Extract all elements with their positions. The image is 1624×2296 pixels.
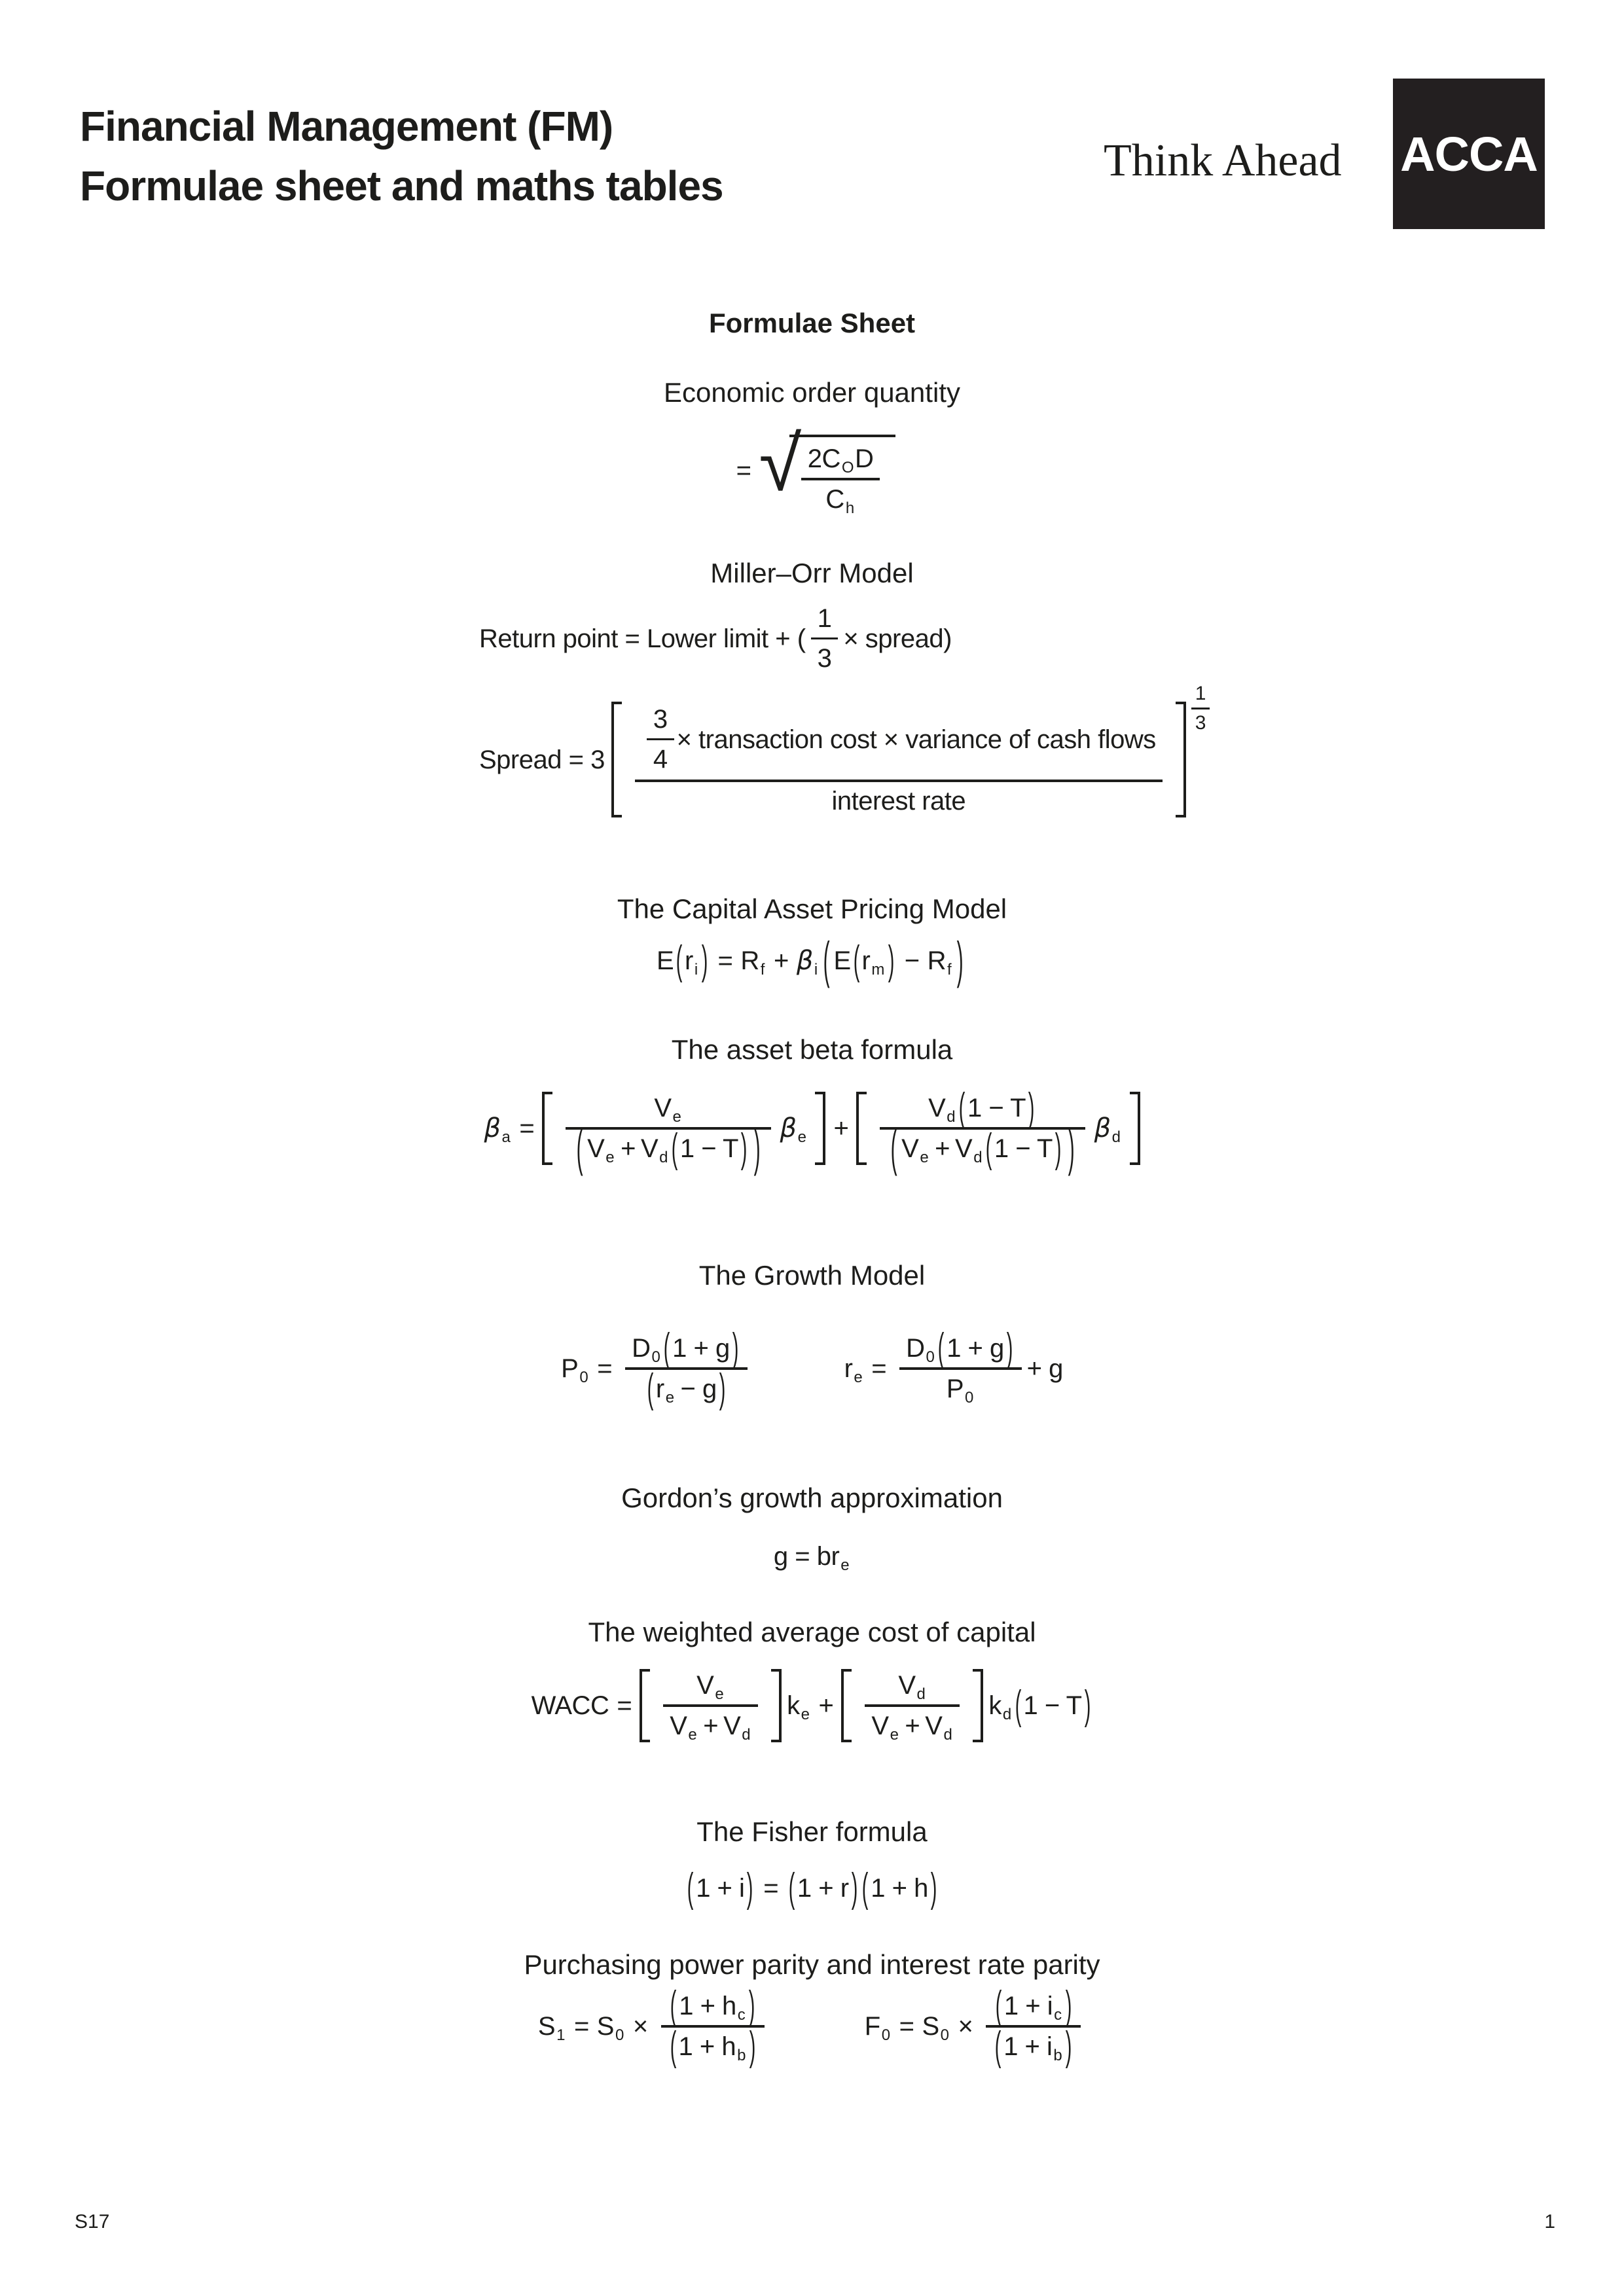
numerator [566, 1092, 770, 1127]
subscript: e [920, 1148, 929, 1166]
math-token: V [925, 1712, 943, 1740]
math-token [844, 1354, 864, 1384]
asset-beta-formula [0, 1085, 1624, 1177]
equals-sign: = [573, 2012, 589, 2041]
math-token [679, 2032, 747, 2062]
subscript: 1 [556, 2026, 565, 2044]
growth-formula-row [0, 1325, 1624, 1412]
math-token [561, 1354, 589, 1384]
math-token [898, 1670, 926, 1703]
capm-heading: The Capital Asset Pricing Model [617, 893, 1007, 924]
fraction [986, 1983, 1081, 2070]
growth-heading: The Growth Model [698, 1260, 926, 1291]
math-token: V [955, 1134, 973, 1163]
fisher-heading: The Fisher formula [696, 1816, 928, 1847]
plus-sign: + [833, 1114, 849, 1143]
math-token: D [906, 1334, 925, 1363]
asset-beta-heading: The asset beta formula [671, 1034, 953, 1065]
paren: ( [670, 2024, 676, 2070]
subscript: e [672, 1107, 681, 1126]
math-token [654, 1093, 682, 1126]
math-token [864, 2011, 892, 2044]
subscript: d [742, 1725, 751, 1744]
acca-logo-text: ACCA [1400, 126, 1538, 181]
denominator [986, 2024, 1081, 2070]
math-token: × spread) [843, 624, 952, 653]
denominator: 4 [647, 738, 674, 776]
footer-page-code: S17 [75, 2211, 110, 2233]
subscript: i [694, 960, 698, 978]
plus-sign: + [621, 1134, 636, 1163]
math-token: 1 + g [672, 1334, 730, 1363]
numerator: 1 [1195, 682, 1206, 704]
equals-sign: = [519, 1114, 535, 1143]
math-token [596, 2011, 625, 2044]
math-token: 1 − T [1023, 1691, 1082, 1720]
subscript: b [1053, 2046, 1062, 2064]
paren: ) [930, 1865, 937, 1911]
math-token: 1 − T [967, 1094, 1026, 1122]
paren: ( [576, 1121, 583, 1177]
subscript: d [943, 1725, 952, 1744]
paren: ( [995, 1983, 1002, 2029]
numerator: 3 [653, 705, 668, 734]
exponent-fraction [1191, 683, 1210, 735]
beta-symbol: β [780, 1113, 797, 1143]
left-bracket [611, 702, 622, 817]
math-token [1003, 1991, 1063, 2024]
plus-sign: + [773, 946, 789, 975]
footer-page-number: 1 [1544, 2211, 1555, 2233]
denominator [663, 1704, 758, 1742]
fraction [635, 702, 1163, 817]
math-token: V [640, 1134, 659, 1163]
math-token: P [561, 1354, 579, 1383]
paren: ) [1065, 1983, 1072, 2029]
equals-sign: = [763, 1874, 779, 1903]
math-token: P [946, 1374, 964, 1403]
capm-heading-row [0, 893, 1624, 925]
gordon-heading-row [0, 1482, 1624, 1514]
math-token: S [537, 2012, 556, 2041]
denominator: 3 [1191, 708, 1210, 735]
equals-sign: = [597, 1354, 613, 1383]
math-token: r [655, 1374, 664, 1403]
math-token [928, 1093, 956, 1126]
math-token: S [596, 2012, 614, 2041]
paren: ( [890, 1121, 897, 1177]
fraction [801, 442, 880, 516]
fraction [663, 1669, 758, 1742]
denominator [899, 1367, 1021, 1405]
paren: ( [853, 938, 859, 984]
plus-sign: + [905, 1712, 920, 1740]
subscript: b [737, 2046, 746, 2064]
math-token: 1 + i [1003, 1992, 1053, 2020]
irp-formula [864, 1983, 1086, 2070]
subscript: 0 [615, 2026, 624, 2044]
left-bracket [856, 1092, 867, 1165]
math-token: E [833, 946, 851, 975]
math-token [871, 1711, 899, 1744]
numerator [635, 702, 1163, 780]
math-token [780, 1113, 808, 1146]
parity-heading: Purchasing power parity and interest rate parity [524, 1949, 1100, 1980]
beta-symbol: β [484, 1113, 501, 1143]
numerator [880, 1085, 1085, 1131]
asset-beta-formula-row [484, 1085, 1140, 1177]
growth-heading-row [0, 1260, 1624, 1291]
miller-heading: Miller–Orr Model [710, 558, 914, 588]
math-token: 1 + h [678, 2032, 736, 2061]
ppp-formula [537, 1983, 770, 2070]
paren: ) [732, 1325, 738, 1371]
subscript: d [659, 1148, 668, 1166]
math-token: WACC [531, 1691, 609, 1720]
math-token [641, 1134, 669, 1164]
paren: ( [647, 1366, 654, 1412]
math-token: 1 + g [947, 1334, 1004, 1363]
paren: ( [1015, 1683, 1021, 1729]
math-token: g = br [773, 1542, 840, 1571]
sheet-title-row [0, 308, 1624, 339]
bracket-group [856, 1085, 1140, 1177]
right-bracket [771, 1669, 782, 1742]
numerator [899, 1325, 1021, 1371]
math-token [587, 1134, 615, 1164]
math-token [928, 946, 953, 976]
subscript: d [973, 1148, 983, 1166]
right-bracket [1130, 1092, 1140, 1165]
paren: ( [676, 938, 683, 984]
denominator [635, 780, 1163, 817]
math-token: interest rate [831, 787, 966, 816]
miller-heading-row [0, 558, 1624, 589]
subscript: O [841, 458, 854, 476]
fraction [865, 1669, 960, 1742]
bracket-group [542, 1092, 825, 1177]
subscript: e [605, 1148, 615, 1166]
math-token [955, 1134, 983, 1164]
plus-sign: + [935, 1134, 950, 1163]
math-token: 2C [807, 444, 840, 473]
math-token: V [654, 1094, 672, 1122]
fraction [811, 602, 839, 675]
paren: ( [687, 1865, 694, 1911]
paren: ) [740, 1126, 747, 1172]
bracket-group [640, 1669, 782, 1742]
subscript: d [1111, 1128, 1121, 1146]
subscript: e [801, 1705, 810, 1723]
paren: ) [1084, 1683, 1091, 1729]
denominator [625, 1366, 747, 1412]
parity-heading-row [0, 1949, 1624, 1981]
math-token: F [864, 2012, 880, 2041]
times-sign: × [958, 2012, 973, 2041]
document-title [80, 97, 723, 216]
math-token [922, 2011, 950, 2044]
wacc-formula-row [532, 1669, 1093, 1742]
subscript: d [916, 1685, 926, 1703]
math-token: × transaction cost × variance of cash flows [676, 725, 1156, 754]
fraction [899, 1325, 1021, 1407]
subscript: 0 [651, 1348, 660, 1366]
sheet-title: Formulae Sheet [708, 308, 916, 338]
paren: ( [664, 1325, 670, 1371]
asset-beta-heading-row [0, 1034, 1624, 1066]
paren: ( [938, 1325, 945, 1371]
paren: ( [958, 1085, 965, 1131]
subscript: e [688, 1725, 697, 1744]
math-token [1094, 1113, 1122, 1146]
paren: ( [788, 1865, 795, 1911]
bracket-group [841, 1669, 983, 1742]
subscript: 0 [579, 1368, 588, 1386]
math-token [670, 1711, 698, 1744]
paren: ) [1055, 1126, 1061, 1172]
numerator [663, 1669, 758, 1704]
brand-tagline: Think Ahead [1104, 135, 1342, 186]
fraction [647, 703, 674, 776]
math-token [808, 444, 874, 474]
capm-formula-row [657, 933, 967, 989]
acca-logo [1393, 79, 1545, 229]
subscript: a [501, 1128, 511, 1146]
math-token: V [670, 1712, 687, 1740]
eoq-heading-row [0, 377, 1624, 408]
radicand [789, 435, 896, 516]
times-sign: × [632, 2012, 648, 2041]
math-token: V [898, 1671, 916, 1700]
denominator: 3 [811, 637, 839, 675]
subscript: e [797, 1128, 806, 1146]
radical-sign: √ [759, 421, 801, 507]
numerator [865, 1669, 960, 1704]
numerator: 1 [817, 604, 832, 633]
math-token: 1 + h [871, 1874, 928, 1903]
math-token: r [685, 946, 693, 975]
beta-symbol: β [796, 946, 813, 976]
math-token [1003, 2032, 1063, 2062]
equals-sign: = [617, 1691, 632, 1720]
denominator [865, 1704, 960, 1742]
fraction [880, 1085, 1085, 1177]
right-bracket [973, 1669, 983, 1742]
denominator [801, 478, 880, 516]
subscript: e [715, 1685, 724, 1703]
left-bracket [542, 1092, 552, 1165]
equals-sign: = [899, 2012, 914, 2041]
math-token [797, 946, 819, 976]
math-token: C [825, 485, 844, 514]
return-point-formula [479, 602, 952, 675]
math-token: k [787, 1691, 800, 1720]
paren: ) [701, 938, 708, 984]
paren: ) [747, 1865, 753, 1911]
left-bracket [640, 1669, 650, 1742]
fraction [566, 1092, 770, 1177]
math-token: E [657, 946, 674, 975]
bracket-group [611, 682, 1210, 817]
math-token: 1 + h [679, 1992, 736, 2020]
math-token: 1 + i [1003, 2032, 1053, 2061]
math-token: S [922, 2012, 939, 2041]
paren: ) [888, 938, 894, 984]
paren: ) [753, 1121, 760, 1177]
growth-return-formula [844, 1325, 1063, 1407]
math-token: V [901, 1134, 919, 1163]
math-token [825, 484, 855, 517]
spread-formula [479, 682, 1210, 817]
subscript: d [1002, 1705, 1011, 1723]
math-token [988, 1691, 1012, 1721]
math-token [787, 1691, 810, 1721]
square-root [759, 421, 895, 517]
math-token [537, 2011, 566, 2044]
fisher-formula [0, 1865, 1624, 1911]
wacc-heading-row [0, 1617, 1624, 1648]
math-token [679, 1991, 746, 2024]
right-bracket [815, 1092, 825, 1165]
numerator [661, 1983, 765, 2029]
math-token: D [855, 444, 874, 473]
eoq-formula [0, 421, 1624, 517]
subscript: e [890, 1725, 899, 1744]
numerator [986, 1983, 1081, 2029]
math-token [696, 1670, 725, 1703]
plus-sign: + [703, 1712, 719, 1740]
subscript: e [840, 1556, 850, 1574]
fraction [661, 1983, 765, 2070]
gordon-heading: Gordon’s growth approximation [621, 1482, 1003, 1513]
math-token: V [723, 1712, 741, 1740]
math-token [740, 946, 766, 976]
math-token: 1 − T [679, 1134, 738, 1163]
math-token [655, 1374, 676, 1407]
paren: ) [749, 1983, 755, 2029]
subscript: m [871, 960, 884, 978]
math-token: 1 − T [994, 1134, 1053, 1163]
math-token: 1 + i [696, 1874, 745, 1903]
paren: ) [719, 1366, 725, 1412]
math-token: − g [680, 1374, 717, 1403]
math-token [685, 946, 699, 976]
wacc-formula [0, 1669, 1624, 1742]
subscript: h [845, 499, 854, 517]
math-token: 1 + r [797, 1874, 849, 1903]
equals-sign: = [717, 946, 733, 975]
eoq-formula-row [729, 421, 896, 517]
math-token: V [587, 1134, 605, 1163]
minus-sign: − [904, 946, 920, 975]
numerator [625, 1325, 747, 1371]
subscript: f [947, 960, 952, 978]
subscript: 0 [940, 2026, 949, 2044]
subscript: e [854, 1368, 863, 1386]
paren: ) [1028, 1085, 1035, 1131]
paren: ) [1006, 1325, 1013, 1371]
paren: ) [956, 933, 964, 989]
paren: ( [995, 2024, 1001, 2070]
growth-price-formula [561, 1325, 752, 1412]
equals-sign: = [736, 456, 751, 485]
gordon-formula [0, 1541, 1624, 1574]
math-token: Return point = Lower limit + ( [479, 624, 806, 653]
subscript: f [760, 960, 765, 978]
numerator [801, 442, 880, 478]
equals-sign: = [871, 1354, 887, 1383]
denominator [661, 2024, 765, 2070]
math-token: Spread = 3 [479, 745, 605, 774]
paren: ( [985, 1126, 992, 1172]
math-token [632, 1333, 661, 1366]
paren: ( [862, 1865, 869, 1911]
paren: ) [1068, 1121, 1075, 1177]
math-token: D [632, 1334, 651, 1363]
math-token [773, 1541, 850, 1574]
math-token: V [871, 1712, 889, 1740]
math-token: V [696, 1671, 714, 1700]
denominator [566, 1121, 770, 1177]
math-token [906, 1333, 935, 1366]
plus-sign: + [818, 1691, 834, 1720]
subscript: 0 [881, 2026, 890, 2044]
fisher-formula-row [685, 1865, 939, 1911]
subscript: i [814, 960, 818, 978]
math-token: R [740, 946, 759, 975]
math-token: r [861, 946, 871, 975]
paren: ( [671, 1126, 678, 1172]
fisher-heading-row [0, 1816, 1624, 1848]
right-bracket [1176, 702, 1186, 817]
denominator [880, 1121, 1085, 1177]
math-token: R [927, 946, 946, 975]
math-token [862, 946, 886, 976]
math-token: k [988, 1691, 1001, 1720]
fraction [625, 1325, 747, 1412]
subscript: d [947, 1107, 956, 1126]
subscript: 0 [965, 1388, 973, 1407]
paren: ) [851, 1865, 857, 1911]
document-title-line2: Formulae sheet and maths tables [80, 162, 723, 209]
paren: ) [1066, 2024, 1072, 2070]
math-token [925, 1711, 953, 1744]
paren: ) [749, 2024, 756, 2070]
paren: ( [670, 1983, 677, 2029]
subscript: c [737, 2005, 746, 2024]
math-token [901, 1134, 929, 1164]
eoq-heading: Economic order quantity [664, 377, 960, 408]
math-token [946, 1374, 975, 1407]
wacc-heading: The weighted average cost of capital [588, 1617, 1036, 1647]
beta-symbol: β [1094, 1113, 1111, 1143]
math-token: + g [1026, 1354, 1063, 1383]
math-token [723, 1711, 751, 1744]
capm-formula [0, 933, 1624, 989]
parity-formula-row [0, 1983, 1624, 2070]
subscript: e [665, 1388, 674, 1407]
math-token: r [844, 1354, 853, 1383]
paren: ( [823, 933, 829, 989]
document-title-line1: Financial Management (FM) [80, 103, 613, 150]
left-bracket [841, 1669, 852, 1742]
math-token: V [928, 1094, 946, 1122]
math-token [484, 1113, 511, 1146]
subscript: c [1054, 2005, 1062, 2024]
subscript: 0 [926, 1348, 935, 1366]
